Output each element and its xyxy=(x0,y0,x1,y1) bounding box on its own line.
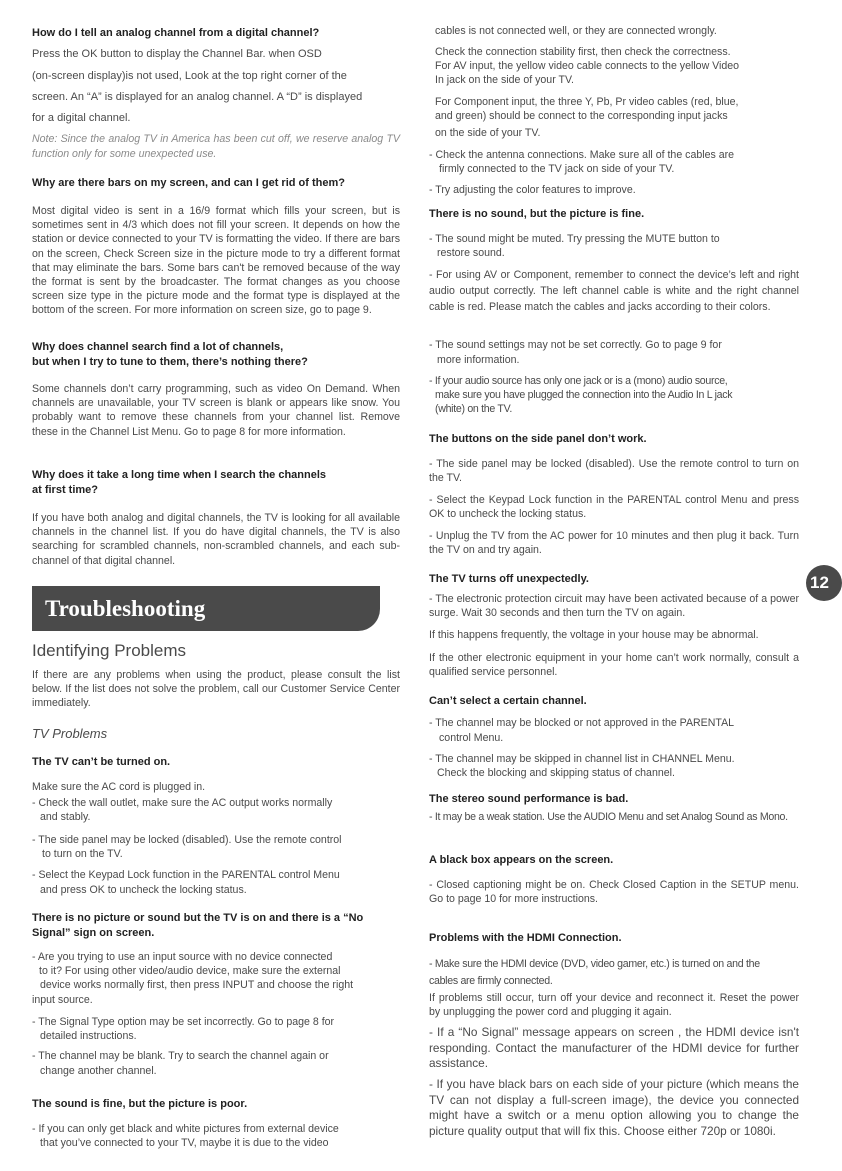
problem-text: Check the blocking and skipping status of channel. xyxy=(437,767,675,779)
problem-heading-turns-off: The TV turns off unexpectedly. xyxy=(429,573,589,585)
problem-text: - Select the Keypad Lock function in the PARENTAL control Menu and press OK to uncheck the locking status. xyxy=(429,494,799,521)
problem-text: Check the connection stability first, then check the correctness. xyxy=(435,46,731,58)
faq-body-search-time: If you have both analog and digital channels, the TV is looking for all available channels in the channel list. If you do have digital channels, the TV is also searching for scrambled channels, non-scrambled channels, and each sub-channel of that digital channel. xyxy=(32,512,400,567)
faq-text: (on-screen display)is not used, Look at the top right corner of the xyxy=(32,70,347,82)
problem-text: - The sound might be muted. Try pressing the MUTE button to xyxy=(429,233,720,245)
problem-text: - The electronic protection circuit may have been activated because of a power surge. Wait 30 seconds and then turn the TV on again. xyxy=(429,593,799,620)
analog-note: Note: Since the analog TV in America has been cut off, we reserve analog TV function only for some unexpected use. xyxy=(32,133,400,160)
problem-text: - If you can only get black and white pictures from external device xyxy=(32,1123,339,1135)
subsection-title-identifying-problems: Identifying Problems xyxy=(32,641,187,660)
problem-text: - If your audio source has only one jack or is a (mono) audio source, xyxy=(429,375,728,387)
problem-text: - The side panel may be locked (disabled). Use the remote control to turn on the TV. xyxy=(429,458,799,485)
problem-text: to it? For using other video/audio device, make sure the external xyxy=(39,965,341,977)
problem-text: control Menu. xyxy=(439,732,504,744)
identifying-body: If there are any problems when using the product, please consult the list below. If the list does not solve the problem, call our Customer Service Center immediately. xyxy=(32,669,400,710)
problem-heading-cant-select-channel: Can’t select a certain channel. xyxy=(429,695,587,707)
problem-text: - For using AV or Component, remember to connect the device’s left and right audio output correctly. The left channel cable is white and the right channel cable is red. Please match the cables and jacks according to their colors. xyxy=(429,269,799,313)
problem-text: change another channel. xyxy=(40,1065,157,1077)
heading-line: at first time? xyxy=(32,483,99,496)
problem-text: - Check the antenna connections. Make sure all of the cables are xyxy=(429,149,735,161)
problem-text: and green) should be connect to the corresponding input jacks xyxy=(435,110,728,122)
problem-heading-tv-cant-turn-on: The TV can’t be turned on. xyxy=(32,756,171,768)
problem-text: Make sure the AC cord is plugged in. xyxy=(32,781,206,793)
problem-text: - The channel may be skipped in channel list in CHANNEL Menu. xyxy=(429,753,735,765)
problem-text: cables is not connected well, or they are connected wrongly. xyxy=(435,25,717,37)
problem-text: - The Signal Type option may be set incorrectly. Go to page 8 for xyxy=(32,1016,335,1028)
faq-body-bars: Most digital video is sent in a 16/9 format which fills your screen, but is sometimes sent in 4/3 which does not fill your screen. It depends on how the station or device connected to your TV is formatting the video. If there are bars on the screen, Check Screen size in the picture mode to try a different format that may eliminate the bars. Some bars can't be removed because of the way the format is sent by the broadcaster. The format changes as you choose screen size type in the picture mode and the format type is displayed at the bottom of the screen. For more information on screen size, go to page 9. xyxy=(32,205,400,317)
faq-heading-search-time xyxy=(32,468,400,497)
tv-problems-title: TV Problems xyxy=(32,726,108,741)
problem-text: In jack on the side of your TV. xyxy=(435,74,574,86)
faq-heading-analog-digital: How do I tell an analog channel from a digital channel? xyxy=(32,27,320,39)
problem-text: (white) on the TV. xyxy=(435,403,513,415)
problem-heading-picture-poor: The sound is fine, but the picture is poor. xyxy=(32,1098,248,1110)
problem-text: - If a “No Signal” message appears on screen , the HDMI device isn't responding. Contact the manufacturer of the HDMI device for further assistance. xyxy=(429,1025,799,1070)
problem-text: make sure you have plugged the connection into the Audio In L jack xyxy=(435,389,733,401)
problem-text: to turn on the TV. xyxy=(42,848,123,860)
problem-text: - It may be a weak station. Use the AUDIO Menu and set Analog Sound as Mono. xyxy=(429,811,788,823)
faq-text: Press the OK button to display the Channel Bar. when OSD xyxy=(32,48,322,60)
problem-text: If this happens frequently, the voltage in your house may be abnormal. xyxy=(429,629,759,641)
problem-text: - Are you trying to use an input source with no device connected xyxy=(32,951,333,963)
problem-text: - Check the wall outlet, make sure the AC output works normally xyxy=(32,797,333,809)
problem-text: detailed instructions. xyxy=(40,1030,137,1042)
problem-heading-side-panel: The buttons on the side panel don’t work. xyxy=(429,433,647,445)
heading-line: Why does channel search find a lot of channels, xyxy=(32,341,284,353)
faq-body-channel-search: Some channels don’t carry programming, such as video On Demand. When channels are unavailable, your TV screen is blank or appears like snow. You probably want to remove these channels from your channel list. Remove these in the Channel List Menu. Go to page 8 for more information. xyxy=(32,383,400,438)
problem-heading-hdmi: Problems with the HDMI Connection. xyxy=(429,932,622,944)
problem-text: on the side of your TV. xyxy=(435,127,541,139)
faq-text: for a digital channel. xyxy=(32,112,131,124)
problem-text: For Component input, the three Y, Pb, Pr video cables (red, blue, xyxy=(435,96,739,108)
problem-heading-no-sound: There is no sound, but the picture is fine. xyxy=(429,208,645,220)
problem-text: - Make sure the HDMI device (DVD, video gamer, etc.) is turned on and the xyxy=(429,958,760,970)
faq-heading-channel-search xyxy=(32,340,400,369)
problem-text: - Unplug the TV from the AC power for 10 minutes and then plug it back. Turn the TV on and try again. xyxy=(429,530,799,557)
problem-text: more information. xyxy=(437,354,520,366)
problem-text: restore sound. xyxy=(437,247,505,259)
problem-text: firmly connected to the TV jack on side of your TV. xyxy=(439,163,675,175)
problem-text: If the other electronic equipment in your home can’t work normally, consult a qualified service personnel. xyxy=(429,652,799,679)
problem-text: that you’ve connected to your TV, maybe it is due to the video xyxy=(40,1137,329,1149)
problem-heading-stereo-bad: The stereo sound performance is bad. xyxy=(429,793,629,805)
heading-line: but when I try to tune to them, there’s nothing there? xyxy=(32,355,308,368)
problem-text: - The side panel may be locked (disabled). Use the remote control xyxy=(32,834,342,846)
problem-text: - Try adjusting the color features to improve. xyxy=(429,184,636,196)
problem-text: - The channel may be blocked or not approved in the PARENTAL xyxy=(429,717,735,729)
problem-text: - The sound settings may not be set correctly. Go to page 9 for xyxy=(429,339,722,351)
problem-text: device works normally first, then press INPUT and choose the right xyxy=(40,979,354,991)
problem-text: - Closed captioning might be on. Check Closed Caption in the SETUP menu. Go to page 10 for more instructions. xyxy=(429,879,799,906)
problem-text: and press OK to uncheck the locking status. xyxy=(40,884,247,896)
problem-text: input source. xyxy=(32,994,93,1006)
problem-text: For AV input, the yellow video cable connects to the yellow Video xyxy=(435,60,740,72)
problem-text: and stably. xyxy=(40,811,91,823)
problem-text: cables are firmly connected. xyxy=(429,975,553,987)
page-number-tab: 12 xyxy=(806,565,842,601)
faq-text: screen. An “A” is displayed for an analog channel. A “D” is displayed xyxy=(32,91,363,103)
problem-text: If problems still occur, turn off your device and reconnect it. Reset the power by unplugging the power cord and plugging it again. xyxy=(429,992,799,1019)
problem-heading-no-signal: There is no picture or sound but the TV is on and there is a “No Signal” sign on screen. xyxy=(32,912,364,939)
problem-heading-black-box: A black box appears on the screen. xyxy=(429,854,614,866)
problem-text: - The channel may be blank. Try to search the channel again or xyxy=(32,1050,329,1062)
section-banner-troubleshooting: Troubleshooting xyxy=(32,586,380,631)
faq-heading-bars: Why are there bars on my screen, and can I get rid of them? xyxy=(32,177,345,189)
heading-line: Why does it take a long time when I search the channels xyxy=(32,469,327,481)
problem-text: - Select the Keypad Lock function in the PARENTAL control Menu xyxy=(32,869,340,881)
problem-text: - If you have black bars on each side of your picture (which means the TV can not display a full-screen image), the device you connected might have a switch or a menu option allowing you to change the picture quality output that will fix this. Choose either 720p or 1080i. xyxy=(429,1077,799,1138)
